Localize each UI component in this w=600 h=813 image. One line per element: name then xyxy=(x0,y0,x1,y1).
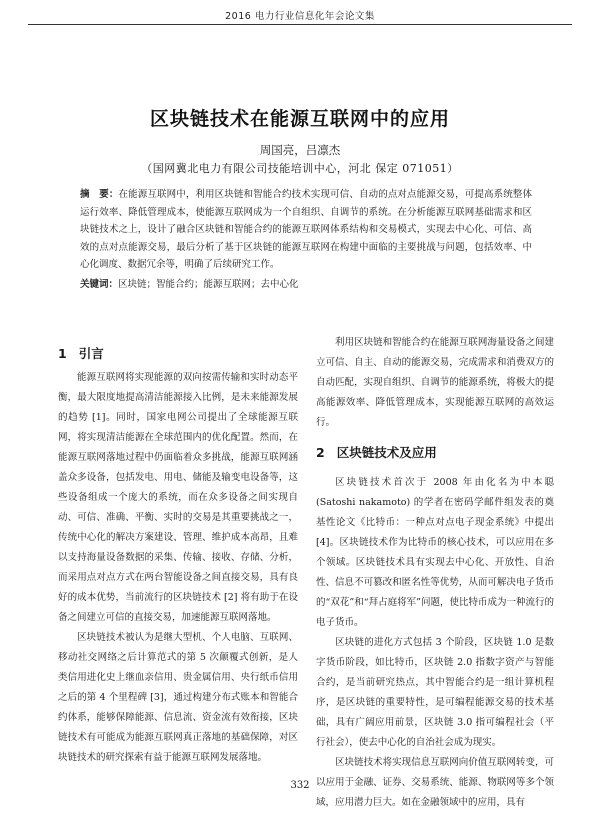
abstract-label: 摘 要： xyxy=(80,189,119,200)
paragraph: 区块链技术被认为是继大型机、个人电脑、互联网、移动社交网络之后计算范式的第 5 次颠覆式创新，是人类信用进化史上继血亲信用、贵金属信用、央行纸币信用之后的第 4 个里程碑 [3]，通过构建分布式账本和智能合约体系，能够保障能源、信息流、资金流有效衔接，区块链技术有可能成为能源互联网真正落地的基础保障，对区块链技术的研究探索有益于能源互联网发展落地。 xyxy=(58,632,298,763)
abstract xyxy=(80,186,532,274)
keywords xyxy=(80,276,532,290)
running-header: 2016 电力行业信息化年会论文集 xyxy=(225,11,375,22)
section-1-heading xyxy=(58,343,298,365)
abstract-text: 在能源互联网中，利用区块链和智能合约技术实现可信、自动的点对点能源交易，可提高系统整体运行效率、降低管理成本，使能源互联网成为一个自组织、自调节的系统。在分析能源互联网基础需求和区块链技术之上，设计了融合区块链和智能合约的能源互联网体系结构和交易模式，实现去中心化、可信、高效的点对点能源交易，最后分析了基于区块链的能源互联网在构建中面临的主要挑战与问题，包括效率、中心化调度、数据冗余等，明确了后续研究工作。 xyxy=(80,189,532,270)
section-1-title: 引言 xyxy=(78,346,104,361)
affiliation: （国网冀北电力有限公司技能培训中心，河北 保定 071051） xyxy=(141,162,459,175)
keywords-text: 区块链；智能合约；能源互联网；去中心化 xyxy=(118,279,299,290)
paragraph: 区块链技术首次于 2008 年由化名为中本聪 (Satoshi nakamoto) 的学者在密码学邮件组发表的奠基性论文《比特币：一种点对点电子现金系统》中提出 [4]。区块链技术作为比特币的核心技术，可以应用在多个领域。区块链技术具有实现去中心化、开放性、自治性、信息不可篡改和匿名性等优势，从而可解决电子货币的“双花”和“拜占庭将军”问题，使比特币成为一种流行的电子货币。 xyxy=(316,477,554,628)
section-1-number: 1 xyxy=(58,346,67,361)
paper-title: 区块链技术在能源互联网中的应用 xyxy=(149,108,450,130)
authors: 周国亮，吕凛杰 xyxy=(259,143,341,157)
paragraph: 利用区块链和智能合约在能源互联网海量设备之间建立可信、自主、自动的能源交易，完成需求和消费双方的自动匹配，实现自组织、自调节的能源系统，将极大的提高能源效率、降低管理成本，实现能源互联网的高效运行。 xyxy=(316,337,554,428)
left-column xyxy=(58,343,298,768)
section-2-title: 区块链技术及应用 xyxy=(336,445,437,460)
keywords-label: 关键词： xyxy=(80,279,119,290)
header-rule xyxy=(28,24,572,25)
paragraph: 区块链的进化方式包括 3 个阶段，区块链 1.0 是数字货币阶段，如比特币，区块链 2.0 指数字资产与智能合约，是当前研究热点，其中智能合约是一组计算机程序，是区块链的重要特性，是可编程能源交易的技术基础，具有广阔应用前景，区块链 3.0 指可编程社会（平行社会），使去中心化的自治社会成为现实。 xyxy=(316,637,554,748)
section-2-heading xyxy=(316,442,554,464)
paragraph: 能源互联网将实现能源的双向按需传输和实时动态平衡，最大限度地提高清洁能源接入比例，是未来能源发展的趋势 [1]。同时，国家电网公司提出了全球能源互联网，将实现清洁能源在全球范围内的优化配置。然而，在能源互联网落地过程中仍面临着众多挑战，能源互联网涵盖众多设备，包括发电、用电、储能及输变电设备等，这些设备组成一个庞大的系统，而在众多设备之间实现自动、可信、准确、平衡、实时的交易是其重要挑战之一，传统中心化的解决方案建设、管理、维护成本高昂，且难以支持海量设备数据的采集、传输、接收、存储、分析，而采用点对点方式在两台智能设备之间直接交易，具有良好的成本优势，当前流行的区块链技术 [2] 将有助于在设备之间建立可信的直接交易，加速能源互联网落地。 xyxy=(58,372,298,623)
section-2-number: 2 xyxy=(316,445,325,460)
right-column xyxy=(316,333,554,813)
paragraph: 区块链技术将实现信息互联网向价值互联网转变，可以应用于金融、证券、交易系统、能源、物联网等多个领域，应用潜力巨大。如在金融领域中的应用，具有 xyxy=(316,757,554,808)
page-number: 332 xyxy=(290,780,310,791)
